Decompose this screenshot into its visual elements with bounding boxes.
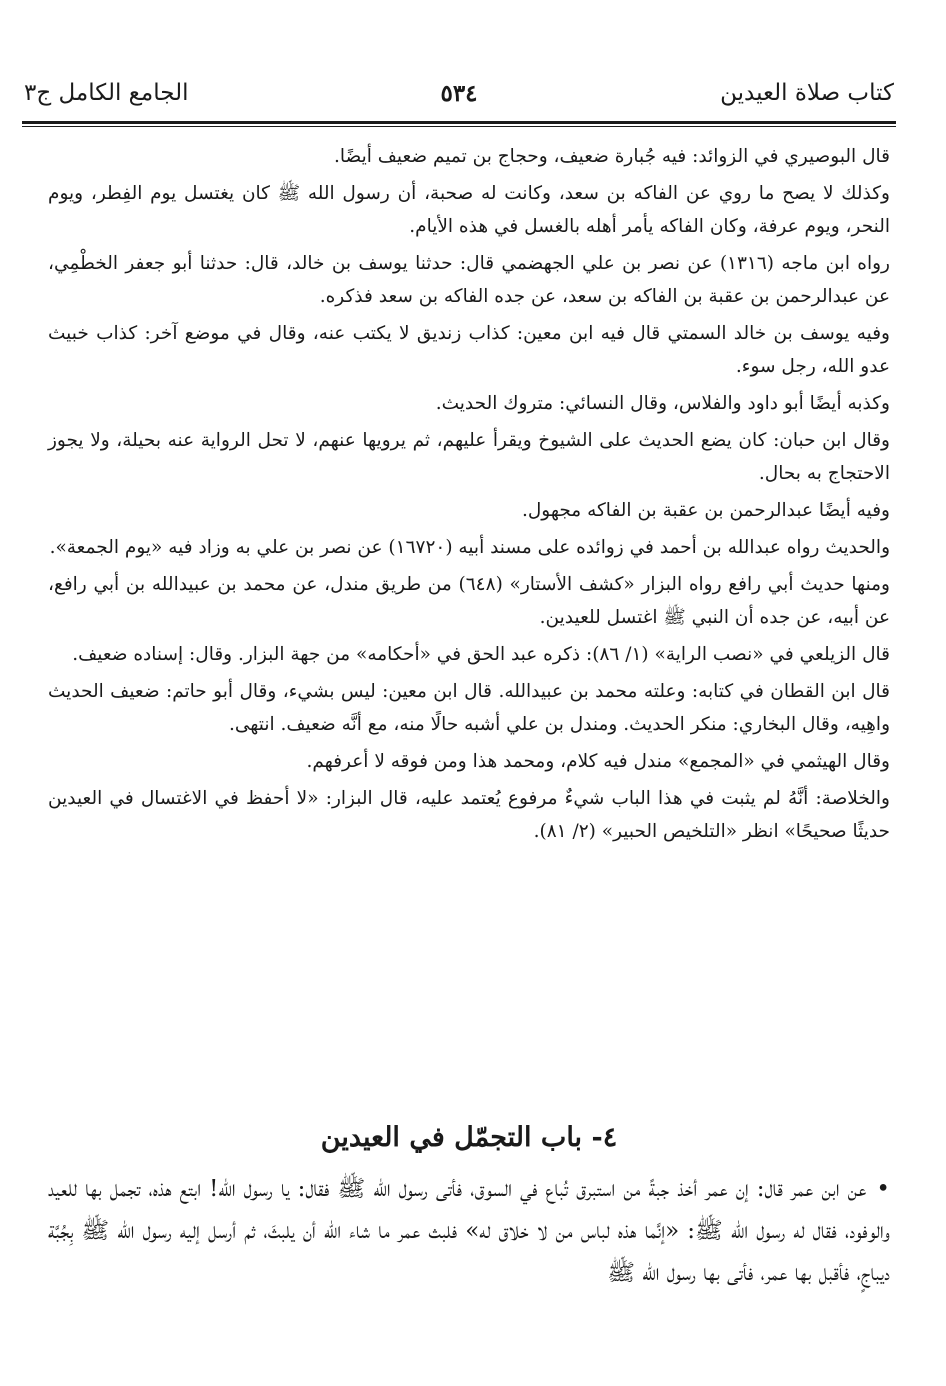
book-title: الجامع الكامل ج٣ (24, 80, 189, 106)
book-section-title: كتاب صلاة العيدين (720, 80, 894, 106)
paragraph: قال الزيلعي في «نصب الراية» (١/ ٨٦): ذكره عبد الحق في «أحكامه» من جهة البزار. وقال: إسناده ضعيف. (72, 644, 890, 665)
paragraph: قال البوصيري في الزوائد: فيه جُبارة ضعيف، وحجاج بن تميم ضعيف أيضًا. (334, 146, 890, 167)
main-text (48, 140, 890, 852)
paragraph: وفيه يوسف بن خالد السمتي قال فيه ابن معين: كذاب زنديق لا يكتب عنه، وقال في موضع آخر: كذاب خبيث عدو الله، رجل سوء. (48, 323, 890, 377)
paragraph: وفيه أيضًا عبدالرحمن بن عقبة بن الفاكه مجهول. (521, 500, 890, 521)
paragraph: والحديث رواه عبدالله بن أحمد في زوائده على مسند أبيه (١٦٧٢٠) عن نصر بن علي به وزاد فيه «يوم الجمعة». (49, 537, 890, 558)
bullet-icon: • (876, 1176, 890, 1202)
paragraph: رواه ابن ماجه (١٣١٦) عن نصر بن علي الجهضمي قال: حدثنا يوسف بن خالد، قال: حدثنا أبو جعفر الخطْمِي، عن عبدالرحمن بن عقبة بن الفاكه بن سعد، عن جده الفاكه بن سعد فذكره. (48, 253, 890, 307)
paragraph: وقال ابن حبان: كان يضع الحديث على الشيوخ ويقرأ عليهم، ثم يرويها عنهم، لا تحل الرواية عنه بحيلة، ولا يجوز الاحتجاج به بحال. (48, 430, 890, 484)
chapter-heading: ٤- باب التجمّل في العيدين (320, 1122, 618, 1153)
page-header (24, 80, 894, 120)
header-rule-thin (22, 126, 896, 127)
paragraph: وكذلك لا يصح ما روي عن الفاكه بن سعد، وكانت له صحبة، أن رسول الله ﷺ كان يغتسل يوم الفِطر، ويوم النحر، ويوم عرفة، وكان الفاكه يأمر أهله بالغسل في هذه الأيام. (48, 183, 890, 237)
paragraph: والخلاصة: أنَّهُ لم يثبت في هذا الباب شيءٌ مرفوع يُعتمد عليه، قال البزار: «لا أحفظ في الاغتسال في العيدين حديثًا صحيحًا» انظر «التلخيص الحبير» (٢/ ٨١). (48, 788, 890, 842)
header-rule-thick (22, 121, 896, 124)
paragraph: قال ابن القطان في كتابه: وعلته محمد بن عبيدالله. قال ابن معين: ليس بشيء، وقال أبو حاتم: ضعيف الحديث واهِيه، وقال البخاري: منكر الحديث. ومندل بن علي أشبه حالًا منه، مع أنَّه ضعيف. انتهى. (48, 681, 890, 735)
paragraph: ومنها حديث أبي رافع رواه البزار «كشف الأستار» (٦٤٨) من طريق مندل، عن محمد بن عبيدالله بن أبي رافع، عن أبيه، عن جده أن النبي ﷺ اغتسل للعيدين. (48, 574, 890, 628)
page-number: ٥٣٤ (440, 80, 478, 107)
paragraph: وقال الهيثمي في «المجمع» مندل فيه كلام، ومحمد هذا ومن فوقه لا أعرفهم. (306, 751, 890, 772)
hadith-body: عن ابن عمر قال: إن عمر أخذ جبةً من استبرق تُباع في السوق، فأتى رسول الله ﷺ فقال: يا رسول الله! ابتع هذه، تجمل بها للعيد والوفود، فقال له رسول الله ﷺ: «إنَّما هذه لباس من لا خلاق له» فلبث عمر ما شاء الله أن يلبثَ، ثم أرسل إليه رسول الله ﷺ بِجُبَّة ديباجٍ، فأقبل بها عمر، فأتى بها رسول الله ﷺ (48, 1176, 890, 1286)
hadith-paragraph (48, 1168, 890, 1294)
hadith-text (48, 1168, 890, 1294)
paragraph: وكذبه أيضًا أبو داود والفلاس، وقال النسائي: متروك الحديث. (435, 393, 890, 414)
